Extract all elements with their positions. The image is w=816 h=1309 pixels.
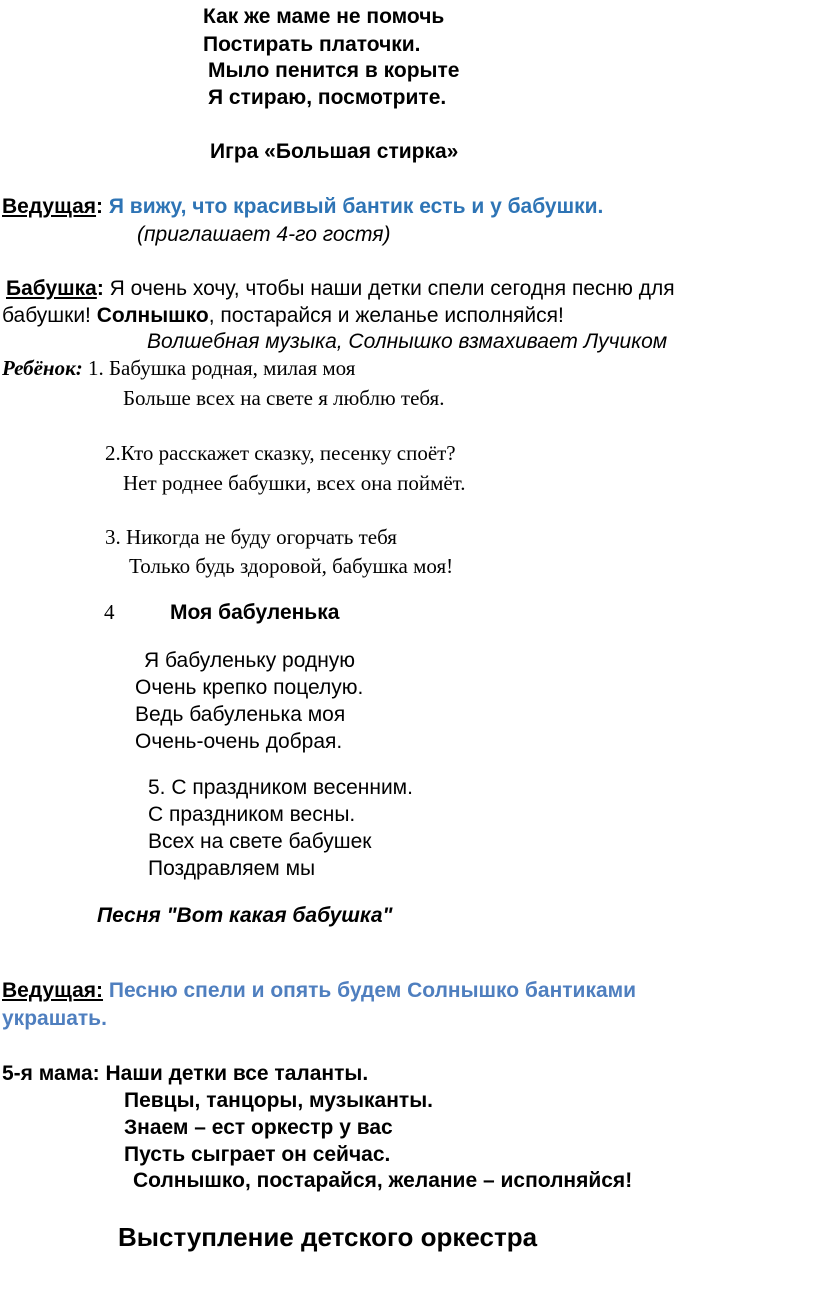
- stage-direction: Волшебная музыка, Солнышко взмахивает Лучиком: [147, 330, 668, 353]
- verse2-line-2: Нет роднее бабушки, всех она поймёт.: [123, 471, 466, 495]
- song-title: Песня "Вот какая бабушка": [97, 904, 393, 927]
- host1-text: Я вижу, что красивый бантик есть и у бабушки.: [108, 195, 604, 218]
- poem1-line-2: Постирать платочки.: [203, 33, 421, 56]
- host1-colon: :: [96, 195, 104, 218]
- verse4-line-1: Я бабуленьку родную: [144, 649, 356, 672]
- verse5-line-4: Поздравляем мы: [148, 857, 316, 880]
- grandma-line-1: [6, 278, 675, 299]
- grandma-text-2c: , постарайся и желанье исполняйся!: [208, 304, 564, 327]
- host2-line-1: [2, 980, 636, 1001]
- verse3-line-1: 3. Никогда не буду огорчать тебя: [105, 525, 397, 549]
- grandma-colon: :: [96, 277, 104, 300]
- host1-note: (приглашает 4-го гостя): [137, 223, 391, 246]
- child-line-1: [2, 358, 355, 379]
- grandma-text-1: Я очень хочу, чтобы наши детки спели сегодня песню для: [103, 277, 675, 300]
- game-title: Игра «Большая стирка»: [210, 140, 459, 163]
- host1-line: [2, 196, 603, 217]
- verse4-line-3: Ведь бабуленька моя: [135, 703, 346, 726]
- host2-text-2: украшать.: [2, 1007, 107, 1030]
- child-speaker: Ребёнок:: [2, 356, 83, 380]
- host1-speaker: Ведущая: [2, 195, 97, 218]
- mom5-line-1: [2, 1063, 368, 1084]
- grandma-text-2a: бабушки!: [2, 304, 97, 327]
- verse1-line-1: 1. Бабушка родная, милая моя: [87, 356, 356, 380]
- host2-speaker: Ведущая:: [2, 979, 104, 1002]
- mom5-line-3: Знаем – ест оркестр у вас: [124, 1116, 393, 1139]
- verse4-number: 4: [104, 600, 115, 624]
- poem1-line-4: Я стираю, посмотрите.: [208, 86, 447, 109]
- orchestra-title: Выступление детского оркестра: [118, 1222, 538, 1252]
- grandma-sun: Солнышко: [96, 304, 209, 327]
- verse4-title: Моя бабуленька: [170, 601, 340, 624]
- poem1-line-3: Мыло пенится в корыте: [208, 59, 460, 82]
- mom5-line-5: Солнышко, постарайся, желание – исполняйся!: [133, 1169, 633, 1192]
- mom5-text-1: Наши детки все таланты.: [105, 1062, 369, 1085]
- mom5-line-2: Певцы, танцоры, музыканты.: [124, 1089, 433, 1112]
- verse3-line-2: Только будь здоровой, бабушка моя!: [129, 554, 454, 578]
- host2-text-1: Песню спели и опять будем Солнышко бантиками: [108, 979, 637, 1002]
- verse5-line-2: С праздником весны.: [148, 803, 356, 826]
- verse1-line-2: Больше всех на свете я люблю тебя.: [123, 386, 445, 410]
- grandma-line-2: [2, 305, 564, 326]
- verse4-line-2: Очень крепко поцелую.: [135, 676, 364, 699]
- mom5-line-4: Пусть сыграет он сейчас.: [124, 1143, 391, 1166]
- verse4-line-4: Очень-очень добрая.: [135, 730, 343, 753]
- poem1-line-1: Как же маме не помочь: [203, 5, 445, 28]
- verse2-line-1: 2.Кто расскажет сказку, песенку споёт?: [105, 441, 456, 465]
- mom5-speaker: 5-я мама:: [2, 1062, 100, 1085]
- verse5-line-1: 5. С праздником весенним.: [148, 776, 413, 799]
- verse5-line-3: Всех на свете бабушек: [148, 830, 372, 853]
- grandma-speaker: Бабушка: [6, 277, 97, 300]
